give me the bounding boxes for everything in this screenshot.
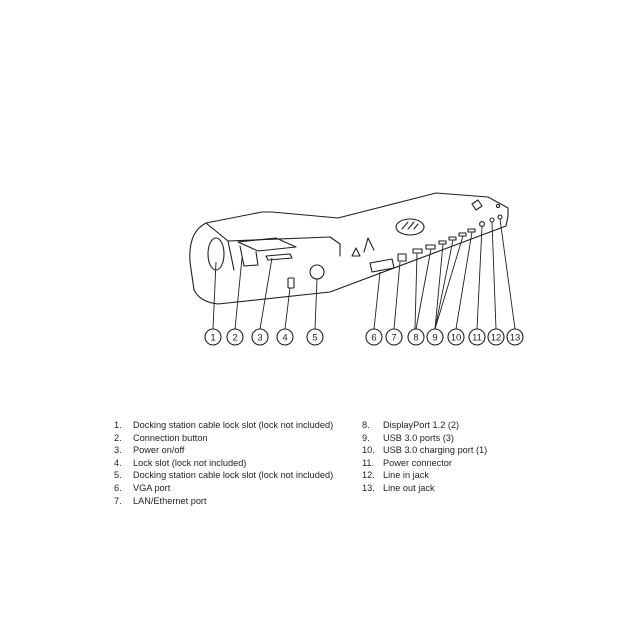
callout-8 — [408, 329, 424, 345]
callout-number: 1 — [210, 332, 216, 344]
legend-item-text: Lock slot (lock not included) — [133, 457, 247, 468]
legend-item-text: Connection button — [133, 432, 208, 443]
callout-7 — [386, 329, 402, 345]
legend-item-text: USB 3.0 charging port (1) — [383, 445, 488, 456]
callout-4 — [277, 329, 293, 345]
legend-item-number: 10. — [362, 445, 375, 456]
callout-6 — [366, 329, 382, 345]
callout-number: 3 — [257, 332, 263, 344]
legend-item — [362, 432, 487, 445]
callout-number: 5 — [312, 332, 318, 344]
legend-item-number: 6. — [114, 482, 122, 493]
legend-item — [114, 469, 333, 482]
callout-2 — [227, 329, 243, 345]
callout-number: 4 — [282, 332, 288, 344]
legend-item-text: DisplayPort 1.2 (2) — [383, 420, 460, 430]
callout-10 — [448, 329, 464, 345]
legend-item-text: Power on/off — [133, 445, 185, 456]
legend-item-text: Docking station cable lock slot (lock not included) — [133, 470, 334, 481]
legend-item-number: 13. — [362, 482, 375, 493]
leader-lines — [213, 219, 515, 329]
callout-number: 7 — [391, 332, 397, 344]
vga-port — [370, 259, 394, 272]
legend-item — [362, 419, 487, 432]
legend-left — [114, 419, 333, 507]
callout-number: 2 — [232, 332, 238, 344]
cable-lock-slot-right — [310, 265, 324, 279]
legend-item-text: Docking station cable lock slot (lock not included) — [133, 420, 334, 430]
legend-item-text: Line out jack — [383, 482, 435, 493]
legend-item-number: 11. — [362, 457, 375, 468]
legend-item — [362, 444, 487, 457]
lock-slot — [288, 278, 294, 288]
legend-item — [362, 482, 487, 495]
legend-item — [114, 444, 333, 457]
callout-9 — [427, 329, 443, 345]
callout-number: 6 — [371, 332, 377, 344]
dock-body — [190, 193, 508, 304]
legend-item-number: 5. — [114, 470, 122, 481]
callout-number: 13 — [509, 332, 521, 344]
legend-item-text: VGA port — [133, 482, 171, 493]
callout-markers — [205, 329, 523, 345]
legend-item-number: 9. — [362, 432, 370, 443]
callout-11 — [469, 329, 485, 345]
callout-5 — [307, 329, 323, 345]
callout-number: 12 — [490, 332, 502, 344]
legend-item-number: 12. — [362, 470, 375, 481]
callout-number: 8 — [413, 332, 419, 344]
legend-item — [114, 495, 333, 508]
legend-item — [114, 457, 333, 470]
callout-number: 11 — [472, 332, 482, 344]
legend-item-text: Power connector — [383, 457, 452, 468]
legend-item-number: 2. — [114, 432, 122, 443]
callout-number: 10 — [450, 332, 462, 344]
legend-item — [362, 457, 487, 470]
legend-item-text: Line in jack — [383, 470, 429, 481]
legend-item — [114, 482, 333, 495]
callout-1 — [205, 329, 221, 345]
legend-item-number: 8. — [362, 420, 370, 430]
legend-item-number: 4. — [114, 457, 122, 468]
legend-item-text: USB 3.0 ports (3) — [383, 432, 454, 443]
callout-number: 9 — [432, 332, 438, 344]
legend-item-text: LAN/Ethernet port — [133, 495, 207, 506]
power-button — [266, 254, 292, 260]
legend-item — [362, 469, 487, 482]
callout-3 — [252, 329, 268, 345]
legend-item — [114, 419, 333, 432]
legend-item — [114, 432, 333, 445]
callout-12 — [488, 329, 504, 345]
legend-item-number: 7. — [114, 495, 122, 506]
legend-item-number: 1. — [114, 420, 122, 430]
legend-right — [362, 419, 487, 495]
callout-13 — [507, 329, 523, 345]
lan-port — [398, 254, 406, 261]
legend-item-number: 3. — [114, 445, 122, 456]
